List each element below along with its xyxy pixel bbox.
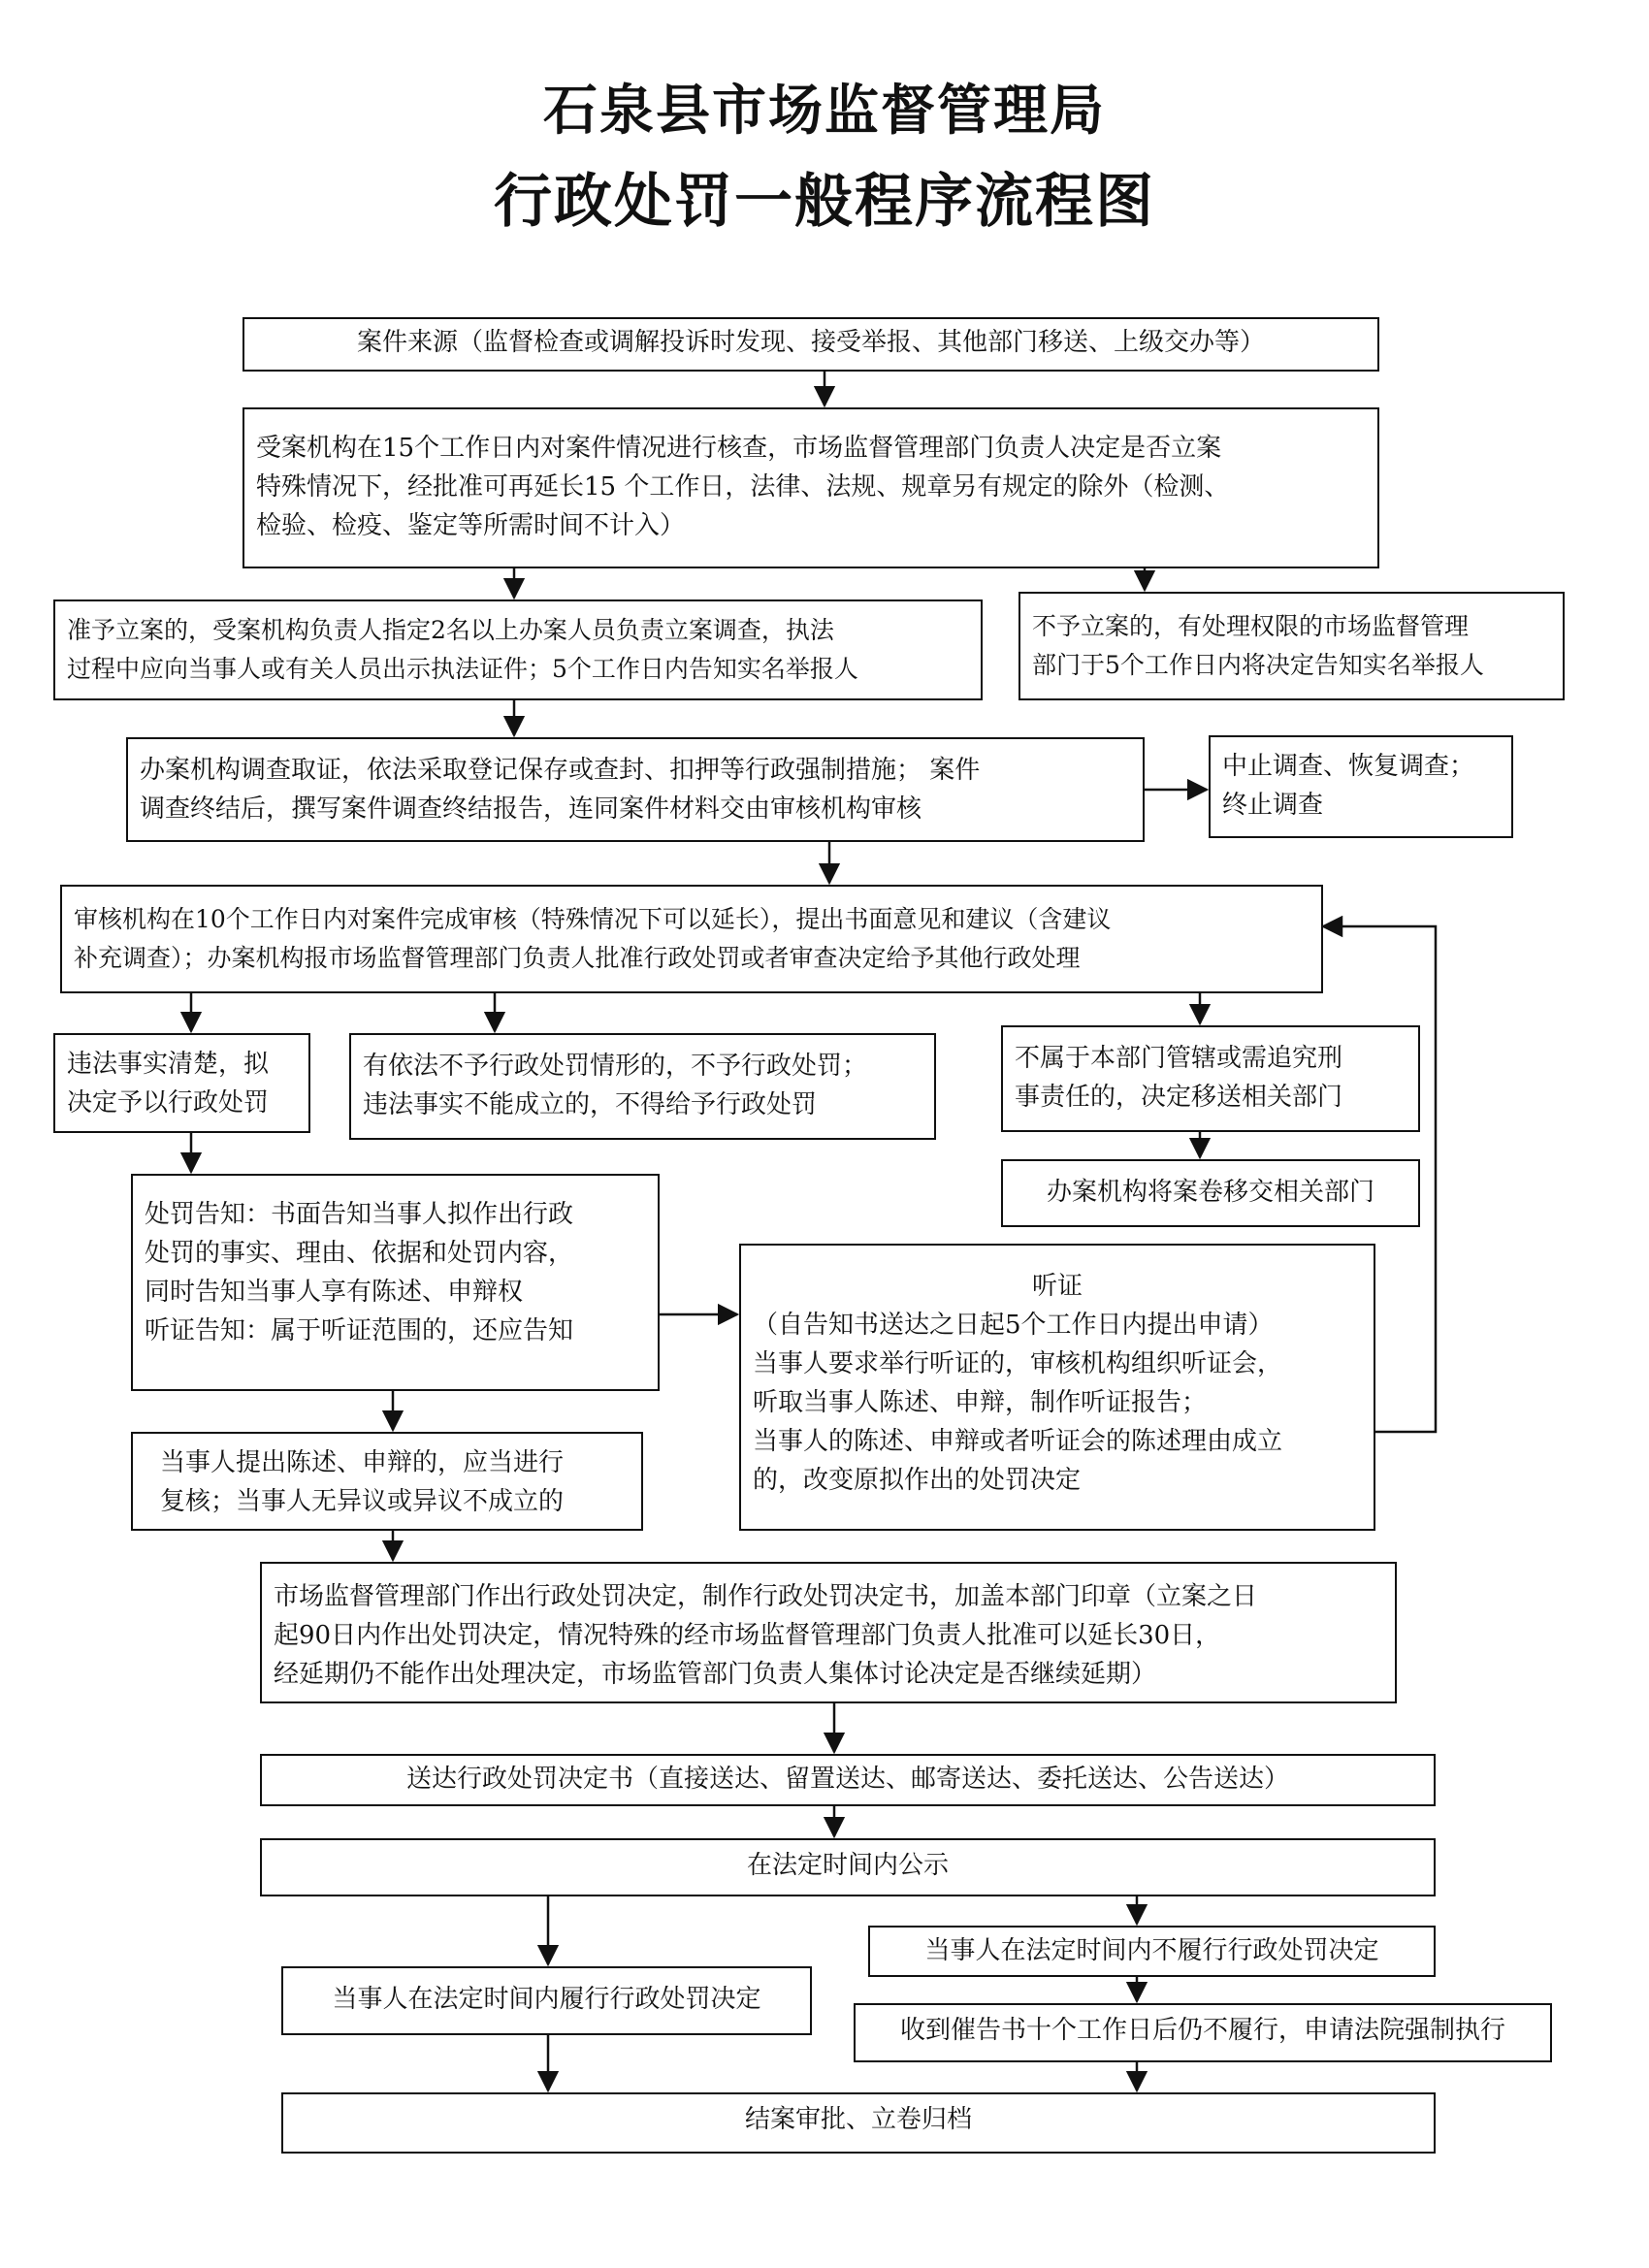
node-transfer-files [1001,1159,1420,1227]
node-hearing-line-4: 听取当事人陈述、申辩，制作听证报告； [753,1388,1208,1417]
node-notice-line-2: 处罚的事实、理由、依据和处罚内容， [145,1239,574,1268]
node-transfer-line-2: 事责任的，决定移送相关部门 [1015,1083,1343,1112]
node-deliver [260,1754,1436,1806]
node-review-line-2: 补充调查）；办案机构报市场监督管理部门负责人批准行政处罚或者审查决定给予其他行政处理 [74,944,1081,972]
node-verify-line-2: 特殊情况下，经批准可再延长15 个工作日，法律、法规、规章另有规定的除外（检测、 [256,472,1230,502]
node-close-text: 结案审批、立卷归档 [744,2105,972,2134]
node-notice-line-3: 同时告知当事人享有陈述、申辩权 [145,1278,524,1307]
node-notice-line-4: 听证告知：属于听证范围的，还应告知 [145,1316,574,1345]
node-publicize-text: 在法定时间内公示 [746,1851,949,1880]
node-decision-line-3: 经延期仍不能作出处理决定，市场监管部门负责人集体讨论决定是否继续延期） [274,1660,1157,1689]
node-suspend-line-2: 终止调查 [1222,791,1324,820]
node-investigate [126,737,1145,842]
node-fulfill [281,1966,812,2035]
node-hearing [739,1244,1375,1531]
node-no-penalty [349,1033,936,1140]
page-title: 石泉县市场监督管理局 [543,80,1106,143]
node-approve-filing-line-1: 准予立案的，受案机构负责人指定2名以上办案人员负责立案调查，执法 [67,616,834,644]
node-facts-clear-line-2: 决定予以行政处罚 [67,1088,270,1118]
node-reject-filing-line-1: 不予立案的，有处理权限的市场监督管理 [1032,612,1470,640]
node-enforce-text: 收到催告书十个工作日后仍不履行，申请法院强制执行 [899,2016,1505,2045]
node-verify [242,407,1379,568]
node-hearing-heading: 听证 [1031,1272,1083,1301]
node-approve-filing-line-2: 过程中应向当事人或有关人员出示执法证件；5个工作日内告知实名举报人 [67,655,858,683]
node-case-source-text: 案件来源（监督检查或调解投诉时发现、接受举报、其他部门移送、上级交办等） [356,328,1265,357]
node-no-penalty-line-1: 有依法不予行政处罚情形的，不予行政处罚； [363,1052,868,1081]
node-investigate-line-1: 办案机构调查取证，依法采取登记保存或查封、扣押等行政强制措施； 案件 [140,756,981,785]
node-approve-filing [53,599,983,700]
node-facts-clear [53,1033,310,1133]
node-verify-line-1: 受案机构在15个工作日内对案件情况进行核查，市场监督管理部门负责人决定是否立案 [256,434,1222,463]
node-statement-line-2: 复核；当事人无异议或异议不成立的 [160,1487,565,1516]
node-investigate-line-2: 调查终结后，撰写案件调查终结报告，连同案件材料交由审核机构审核 [140,794,922,824]
node-suspend [1209,735,1513,838]
node-hearing-line-6: 的，改变原拟作出的处罚决定 [753,1466,1082,1495]
node-publicize [260,1838,1436,1896]
node-facts-clear-line-1: 违法事实清楚，拟 [67,1050,270,1079]
node-fulfill-text: 当事人在法定时间内履行行政处罚决定 [332,1985,761,2014]
node-transfer-files-text: 办案机构将案卷移交相关部门 [1046,1178,1374,1207]
node-review [60,885,1323,993]
node-review-line-1: 审核机构在10个工作日内对案件完成审核（特殊情况下可以延长），提出书面意见和建议（含建议 [74,905,1112,933]
node-hearing-line-3: 当事人要求举行听证的，审核机构组织听证会， [753,1349,1283,1378]
node-not-fulfill [868,1926,1436,1977]
node-statement-line-1: 当事人提出陈述、申辩的，应当进行 [160,1448,565,1477]
node-decision [260,1562,1397,1703]
node-hearing-line-2: （自告知书送达之日起5个工作日内提出申请） [753,1311,1274,1340]
node-close [281,2092,1436,2154]
node-reject-filing [1018,592,1565,700]
node-verify-line-3: 检验、检疫、鉴定等所需时间不计入） [256,511,686,540]
node-notice [131,1174,660,1391]
node-transfer-line-1: 不属于本部门管辖或需追究刑 [1015,1044,1343,1073]
node-statement [131,1432,643,1531]
node-transfer [1001,1025,1420,1132]
node-case-source [242,317,1379,372]
node-not-fulfill-text: 当事人在法定时间内不履行行政处罚决定 [924,1936,1379,1965]
page-subtitle: 行政处罚一般程序流程图 [494,168,1155,236]
node-hearing-line-5: 当事人的陈述、申辩或者听证会的陈述理由成立 [753,1427,1283,1456]
node-deliver-text: 送达行政处罚决定书（直接送达、留置送达、邮寄送达、委托送达、公告送达） [405,1765,1289,1794]
node-notice-line-1: 处罚告知：书面告知当事人拟作出行政 [145,1200,574,1229]
node-decision-line-2: 起90日内作出处罚决定，情况特殊的经市场监督管理部门负责人批准可以延长30日， [274,1621,1221,1650]
node-enforce [854,2003,1552,2062]
node-suspend-line-1: 中止调查、恢复调查； [1222,752,1475,781]
node-reject-filing-line-2: 部门于5个工作日内将决定告知实名举报人 [1032,651,1484,679]
node-decision-line-1: 市场监督管理部门作出行政处罚决定，制作行政处罚决定书，加盖本部门印章（立案之日 [274,1582,1258,1611]
node-no-penalty-line-2: 违法事实不能成立的，不得给予行政处罚 [363,1090,818,1119]
